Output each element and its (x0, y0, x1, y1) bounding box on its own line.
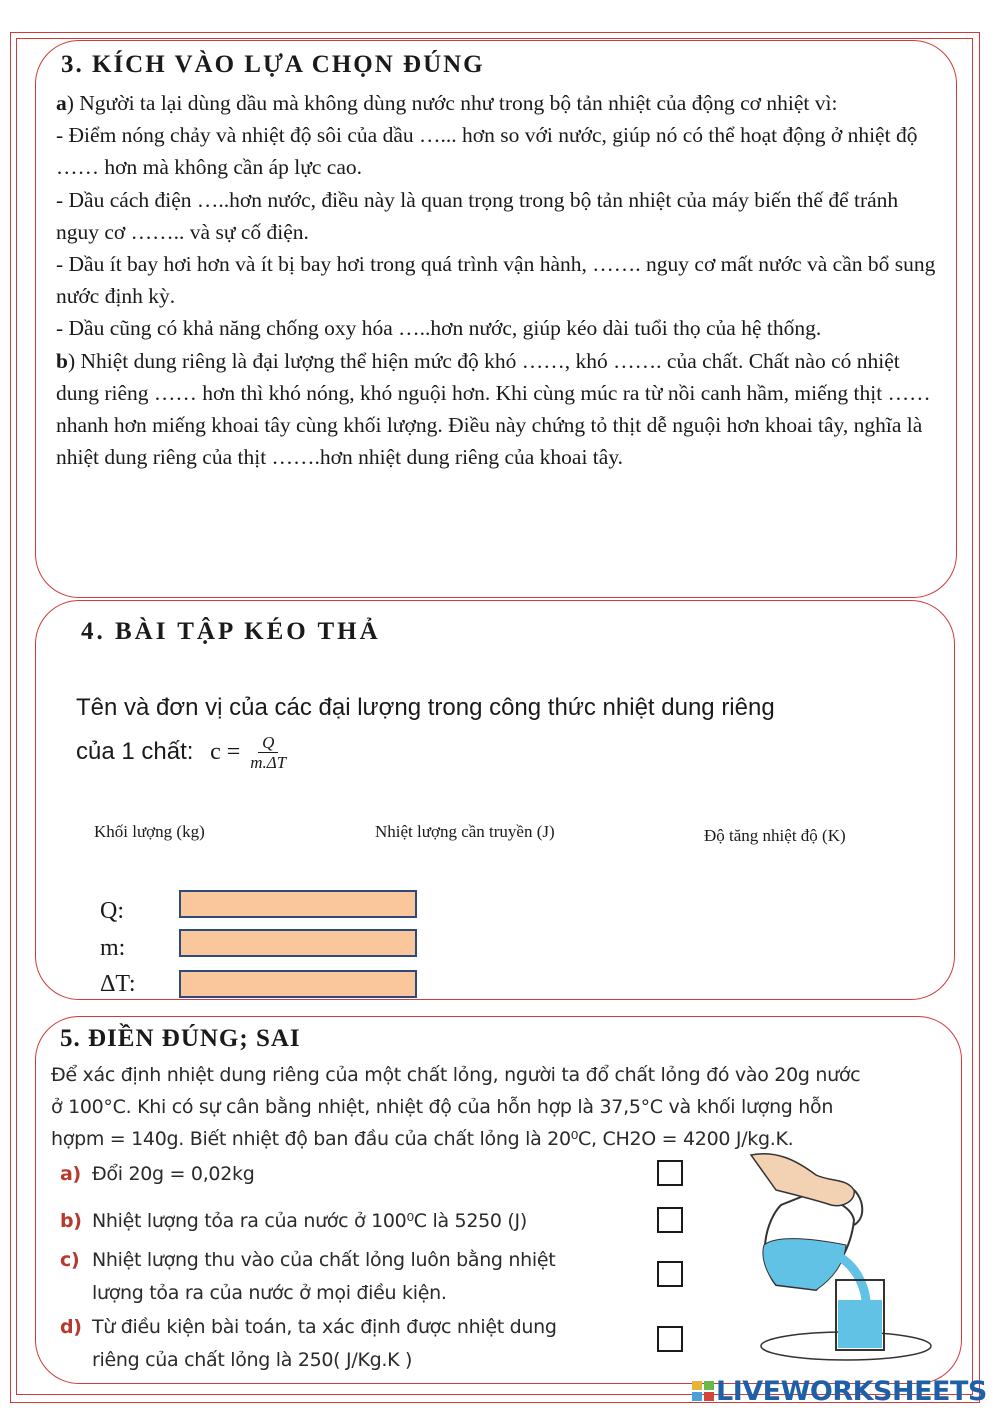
part-a-intro (56, 87, 946, 119)
checkbox-b[interactable] (657, 1207, 683, 1233)
statement-a-text: Đổi 20g = 0,02kg (92, 1163, 255, 1185)
statement-b (60, 1205, 630, 1238)
liveworksheets-logo-icon (692, 1381, 714, 1401)
checkbox-d[interactable] (657, 1326, 683, 1352)
drag-word-heat[interactable]: Nhiệt lượng cần truyền (J) (375, 822, 555, 841)
statement-d-text-2: riêng của chất lỏng là 250( J/Kg.K ) (92, 1349, 413, 1371)
prompt-line-1: Tên và đơn vị của các đại lượng trong công thức nhiệt dung riêng (76, 694, 775, 721)
problem-statement (51, 1059, 946, 1155)
checkbox-a[interactable] (657, 1160, 683, 1186)
formula-numerator: Q (258, 733, 278, 753)
section-4-card (35, 600, 955, 1000)
drop-zone-q[interactable] (179, 890, 417, 918)
statement-a-marker: a) (60, 1163, 81, 1185)
formula-lhs: c = (210, 739, 241, 765)
statement-a (60, 1158, 630, 1191)
statement-c-text-2: lượng tỏa ra của nước ở mọi điều kiện. (92, 1282, 447, 1304)
formula-denominator: m.ΔT (250, 753, 287, 773)
part-b-marker: b (56, 348, 68, 373)
checkbox-c[interactable] (657, 1261, 683, 1287)
drop-zone-m[interactable] (179, 929, 417, 957)
part-a-text: ) Người ta lại dùng dầu mà không dùng nước như trong bộ tản nhiệt của động cơ nhiệt vì: (66, 91, 838, 115)
problem-line-3: hợpm = 140g. Biết nhiệt độ ban đầu của chất lỏng là 20⁰C, CH2O = 4200 J/kg.K. (51, 1128, 794, 1150)
fill-line-1[interactable]: - Điểm nóng chảy và nhiệt độ sôi của dầu …... hơn so với nước, giúp nó có thể hoạt động ở nhiệt độ …… hơn mà không cần áp lực cao. (56, 123, 918, 180)
statement-d-marker: d) (60, 1316, 82, 1338)
problem-line-2: ở 100°C. Khi có sự cân bằng nhiệt, nhiệt độ của hỗn hợp là 37,5°C và khối lượng hỗn (51, 1096, 834, 1118)
prompt-line-2 (76, 730, 906, 774)
part-a-marker: a (56, 91, 67, 115)
fill-line-2[interactable]: - Dầu cách điện …..hơn nước, điều này là quan trọng trong bộ tản nhiệt của máy biến thế để tránh nguy cơ …….. và sự cố điện. (56, 187, 899, 244)
drag-word-temp[interactable]: Độ tăng nhiệt độ (K) (704, 826, 846, 845)
section-5-title: 5. ĐIỀN ĐÚNG; SAI (60, 1025, 301, 1052)
fill-line-4[interactable]: - Dầu cũng có khả năng chống oxy hóa …..hơn nước, giúp kéo dài tuổi thọ của hệ thống. (56, 316, 822, 341)
section-3-title: 3. KÍCH VÀO LỰA CHỌN ĐÚNG (61, 51, 485, 78)
section-3-body (56, 87, 946, 473)
statement-c-text-1: Nhiệt lượng thu vào của chất lỏng luôn bằng nhiệt (92, 1249, 556, 1271)
part-b[interactable] (56, 345, 946, 474)
label-q: Q: (100, 898, 124, 924)
drop-zone-delta-t[interactable] (179, 970, 417, 998)
prompt-line-2-text: của 1 chất: (76, 738, 194, 765)
statement-b-text: Nhiệt lượng tỏa ra của nước ở 100⁰C là 5250 (J) (92, 1210, 527, 1232)
drag-word-mass[interactable]: Khối lượng (kg) (94, 822, 205, 841)
drag-prompt (76, 686, 906, 774)
label-m: m: (100, 935, 126, 961)
problem-line-1: Để xác định nhiệt dung riêng của một chất lỏng, người ta đổ chất lỏng đó vào 20g nước (51, 1064, 861, 1086)
part-b-text: ) Nhiệt dung riêng là đại lượng thể hiện mức độ khó ……, khó ……. của chất. Chất nào có nhiệt dung riêng …… hơn thì khó nóng, khó nguội hơn. Khi cùng múc ra từ nồi canh hầm, miếng thịt …… nhanh hơn miếng khoai tây cùng khối lượng. Điều này chứng tỏ thịt dễ nguội hơn khoai tây, nghĩa là nhiệt dung riêng của thịt …….hơn nhiệt dung riêng của khoai tây. (56, 348, 931, 470)
statement-b-marker: b) (60, 1210, 82, 1232)
label-delta-t: ΔT: (100, 971, 136, 997)
pouring-water-illustration (736, 1150, 936, 1370)
liveworksheets-logo[interactable]: LIVEWORKSHEETS (716, 1376, 987, 1407)
statement-c-marker: c) (60, 1249, 80, 1271)
formula-fraction (246, 733, 290, 772)
section-5-card (35, 1016, 962, 1384)
section-4-title: 4. BÀI TẬP KÉO THẢ (81, 618, 381, 645)
statement-d-text-1: Từ điều kiện bài toán, ta xác định được nhiệt dung (92, 1316, 557, 1338)
statement-c (60, 1244, 630, 1310)
section-3-card (35, 40, 957, 598)
statement-d (60, 1311, 630, 1377)
fill-line-3[interactable]: - Dầu ít bay hơi hơn và ít bị bay hơi trong quá trình vận hành, ……. nguy cơ mất nước và cần bổ sung nước định kỳ. (56, 252, 936, 309)
